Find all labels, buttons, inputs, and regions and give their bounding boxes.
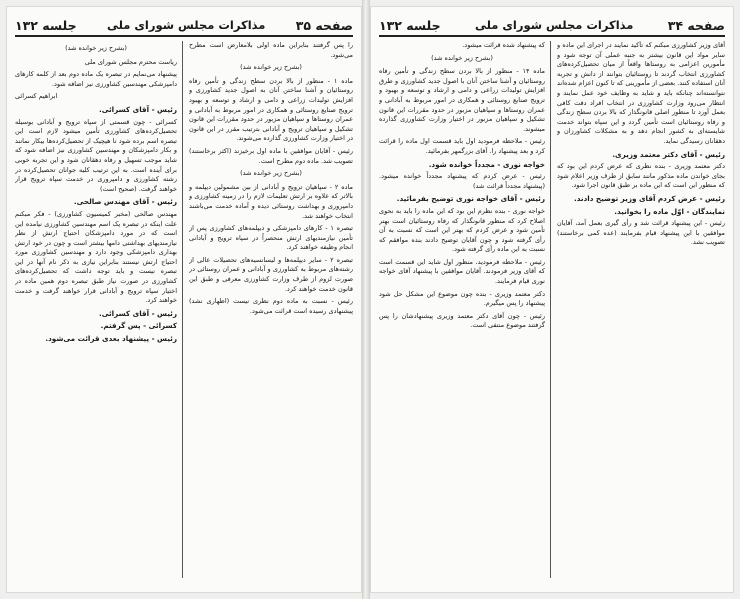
text-line: رئیس - آقایان موافقین با ماده اول برخیزند (اکثر برخاستند) تصویب شد. ماده دوم مطرح است. <box>189 146 353 165</box>
text-line: رئیس - آقای خواجه نوری توضیح بفرمائید. <box>396 194 545 204</box>
left-page-column-left <box>15 41 177 582</box>
text-line: رئیس - پیشنهاد بعدی قرائت می‌شود. <box>45 334 177 344</box>
text-line: (بشرح زیر خوانده شد) <box>431 53 493 62</box>
text-line: ماده ۱ - منظور از بالا بردن سطح زندگی و تأمین رفاه روستائیان و آشنا ساختن آنان به اصول جدید کشاورزی و افزایش تولیدات زراعی و دامی و ارشاد و توسعه و بهبود ترویج صنایع روستائی و همکاری در امور مربوط به آبادانی و عمران روستاها و سپاهیان مزبور در حدود مقررات این قانون تشکیل و سپاهیان ترویج و آبادانی بترتیب مقرر در این قانون در اختیار وزارت کشاورزی گذارده می‌شوند. <box>189 76 353 143</box>
text-line: تبصره ۱ - کارهای دامپزشکی و دیپلمه‌های کشاورزی پس از تأمین نیازمندیهای ارتش منحصراً در سپاه ترویج و آبادانی انجام وظیفه خواهند کرد. <box>189 224 353 252</box>
text-line: دکتر معتمد وزیری - بنده چون موضوع این مشکل حل شود پیشنهاد را پس میگیرم. <box>379 289 545 308</box>
right-page-column-left <box>379 41 545 582</box>
text-line: رئیس - این پیشنهاد قرائت شد و رأی گیری بعمل آمد، آقایان موافقین با این پیشنهاد قیام بفرمایند (عده کمی برخاستند) تصویب نشد. <box>557 219 725 247</box>
left-page <box>6 6 362 593</box>
book-gutter <box>362 0 370 599</box>
left-page-header <box>15 15 353 37</box>
text-line: که پیشنهاد شده قرائت میشود. <box>462 41 545 49</box>
left-page-session: جلسه ۱۳۲ <box>15 17 77 33</box>
text-line: رئیس - ملاحظه فرمودید، منظور اول شاید این قسمت است که آقای وزیر فرمودند. آقایان موافقین با پیشنهاد آقای خواجه نوری قیام فرمایند. <box>379 257 545 286</box>
text-line: رئیس - چون آقای دکتر معتمد وزیری پیشنهادشان را پس گرفتند موضوع منتفی است. <box>379 311 545 330</box>
right-page-column-right <box>557 41 725 582</box>
left-page-title: مذاکرات مجلس شورای ملی <box>106 18 266 32</box>
left-page-number: صفحه ۳۵ <box>295 17 353 33</box>
text-line: (بشرح زیر خوانده شد) <box>240 63 302 72</box>
right-page-session: جلسه ۱۳۲ <box>379 17 441 33</box>
text-line: کسرائی - چون قسمتی از سپاه ترویج و آبادانی بوسیله تحصیل‌کرده‌های کشاورزی تأمین میشود لازم است این تبصره اسم برده شود تا هیچیک از تحصیل‌کرده‌ها بیکار نمانند و بکار دامپزشکان و مهندسین کشاورزی نیز اضافه شود که شاید موجب تسهیل و رفاه دهقانان شود و این تجربه خوبی برای آینده است. به این ترتیب کلیه جوانان تحصیل‌کرده در رشته کشاورزی و دامپروری در خدمت سپاه ترویج قرار خواهند گرفت. (صحیح است) <box>15 117 177 193</box>
text-line: ماده ۱۴ - منظور از بالا بردن سطح زندگی و تأمین رفاه روستائیان و آشنا ساختن آنان با اصول جدید کشاورزی و طرق افزایش تولیدات زراعی و دامی و ارشاد و توسعه و بهبود و ترویج صنایع روستائی و همکاری در امور مربوط به آبادانی و عمران روستاها و سپاهیان مزبور در حدود مقررات این قانون تشکیل و سپاهیان مزبور در اختیار وزارت کشاورزی گذارده میشوند. <box>379 67 545 133</box>
left-page-column-rule <box>182 41 183 578</box>
text-line: تبصره ۲ - سایر دیپلمه‌ها و لیسانسیه‌های تحصیلات عالی از رشته‌های مربوط به کشاورزی و آبادانی و عمران روستائی در صورت لزوم از طرف وزارت کشاورزی معرفی و طبق این قانون خدمت خواهند کرد. <box>189 255 353 293</box>
text-line: پیشنهاد می‌نمایم در تبصره یک ماده دوم بعد از کلمه کارهای دامپزشکی مهندسین کشاورزی نیز اضافه شود. <box>15 70 177 88</box>
text-line: رئیس - عرض کردم که پیشنهاد مجدداً خوانده میشود. (پیشنهاد مجدداً قرائت شد) <box>379 172 545 190</box>
text-line: ریاست محترم مجلس شورای ملی <box>84 57 177 66</box>
text-line: را پس گرفتند بنابراین ماده اولی بلامعارض است مطرح می‌شود. <box>189 41 353 59</box>
text-line: آقای وزیر کشاورزی مبکنم که تأکید نمایند در اجرای این ماده و سایر مواد این قانون بیشتر به جنبه عملی آن توجه شود و مأمورین اعزامی به روستاها واقعاً از میان تحصیل‌کرده‌های کشاورزی انتخاب گردند تا روستائیان بتوانند از دانش و تجربه آنان استفاده کنند. بعضی از مأمورینی که تا کنون اعزام شده‌اند نتوانسته‌اند چنانکه باید و شاید به وظایف خود عمل نمایند و انتظار می‌رود وزارت کشاورزی در انتخاب افراد دقت کافی بعمل آورد تا منظور اصلی قانونگذار که بالا بردن سطح زندگی و رفاه روستائیان است تأمین گردد و این سپاه بتواند خدمت شایسته‌ای به کشور انجام دهد و به مشکلات کشاورزان و دهقانان رسیدگی نماید. <box>557 41 725 145</box>
right-page-header <box>379 15 725 37</box>
text-line: خواجه نوری - مجدداً خوانده شود. <box>428 159 545 169</box>
right-page-column-rule <box>550 41 551 578</box>
text-line: مهندس صالحی (مخبر کمیسیون کشاورزی) - فکر مبکنم علت اینکه در تبصره یک اسم مهندسین کشاورزی نیامده این است که در مورد دامپزشکان احتیاج ارتش از نظر نیازمندیهای بهداشتی دامها بیشتر است و چون در خود ارتش بهداری دامپزشکی وجود دارد و مهندسین کشاورزی مورد احتیاج ارتش نیستند بنابراین نیازی به ذکر نام آنها در این تبصره نیست و باید توجه داشت که تحصیل‌کرده‌های کشاورزی در صورت نیاز طبق تبصره دوم همین ماده در اختیار سپاه ترویج و آبادانی قرار خواهند گرفت و خدمت خواهند کرد. <box>15 209 177 305</box>
text-line: رئیس - آقای کسرائی. <box>98 104 177 114</box>
text-line: رئیس - آقای مهندس صالحی. <box>73 197 177 207</box>
text-line: (بشرح زیر خوانده شد) <box>240 169 302 178</box>
left-page-column-right <box>189 41 353 582</box>
text-line: رئیس - آقای کسرائی. <box>98 308 177 318</box>
text-line: رئیس - عرض کردم آقای وزیر توضیح دادند. <box>573 193 725 203</box>
text-line: خواجه نوری - بنده نظرم این بود که این ماده را باید به نحوی اصلاح کرد که منظور قانونگذار که رفاه روستائیان است بهتر تأمین شود و عرض کردم که بهتر این است که نسبت به آن رأی گرفته شود و چون آقایان توضیح دادند بنده موافقم که نسبت به این ماده رأی گرفته شود. <box>379 206 545 254</box>
text-line: کسرائی - پس گرفتم. <box>100 321 177 331</box>
text-line: رئیس - نسبت به ماده دوم نظری نیست (اظهاری نشد) پیشنهادی رسیده است قرائت می‌شود. <box>189 297 353 315</box>
text-line: دکتر معتمد وزیری - بنده نظری که عرض کردم این بود که بجای خواندن ماده مذکور مانند سابق از طرف وزیر اعلام شود که منظور این است که این ماده بر طبق قانون اجرا شود. <box>557 162 725 190</box>
right-page-title: مذاکرات مجلس شورای ملی <box>474 18 634 32</box>
right-page <box>370 6 734 593</box>
text-line: (بشرح زیر خوانده شد) <box>65 44 127 52</box>
text-line: رئیس - ملاحظه فرمودید اول باید قسمت اول ماده را قرائت کرد و بعد پیشنهاد را. آقای بزرگمهر بفرمائید. <box>379 137 545 155</box>
text-line: ماده ۲ - سپاهیان ترویج و آبادانی از بین مشمولین دیپلمه و بالاتر که علاوه بر ارتش تعلیمات لازم را در زمینه کشاورزی و دامپروری و بهداشت روستائی دیده و آماده خدمت می‌باشند انتخاب خواهند شد. <box>189 182 353 220</box>
text-line: نمایندگان - اوّل ماده را بخوانید. <box>614 206 725 216</box>
text-line: رئیس - آقای دکتر معتمد وزیری. <box>612 149 725 159</box>
signature-line: ابراهیم کسرائی <box>15 92 58 101</box>
right-page-number: صفحه ۳۴ <box>667 17 725 33</box>
